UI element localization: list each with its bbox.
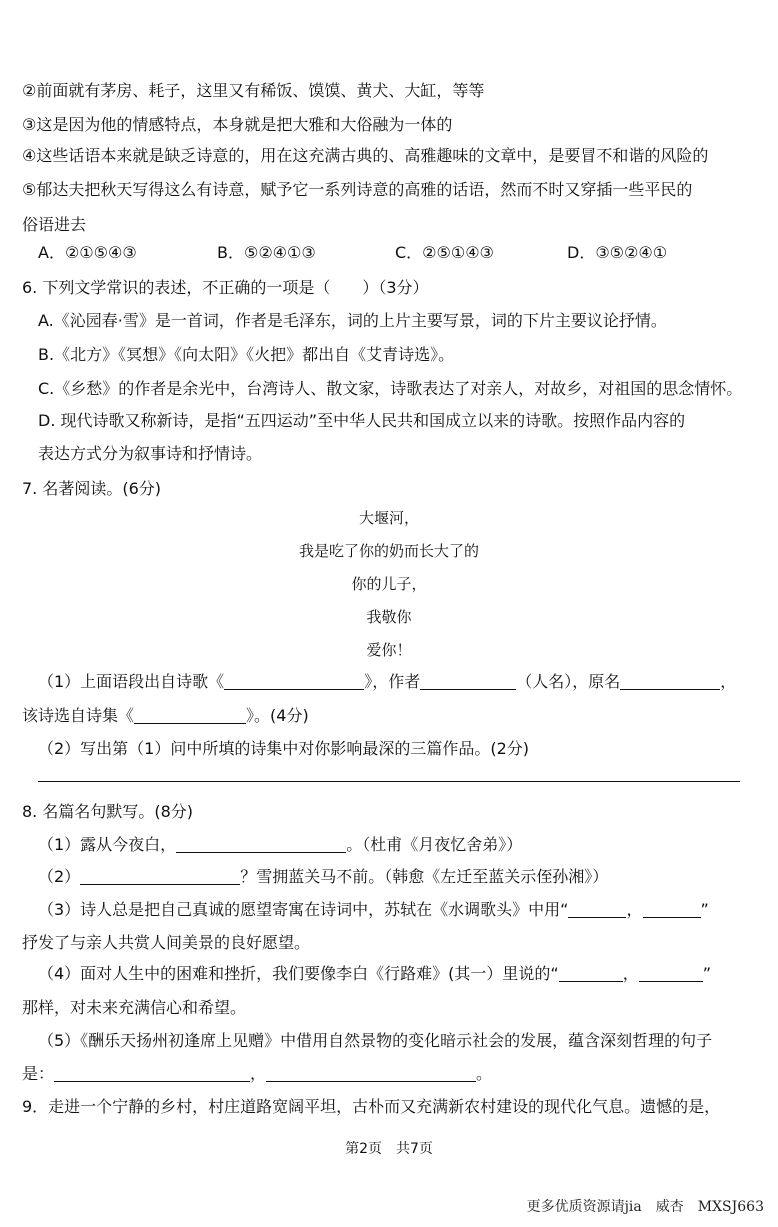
q8-sub1-blank[interactable] [176,836,346,853]
poem-line-5: 爱你！ [366,641,412,659]
q8-sub4-blank-1[interactable] [559,965,623,982]
q8-sub4-text-1: （4）面对人生中的困难和挫折，我们要像李白《行路难》(其一）里说的“ [38,964,559,983]
q5-item-4: ④这些话语本来就是缺乏诗意的，用在这充满古典的、高雅趣味的文章中，是要冒不和谐的风险的 [22,146,709,165]
q8-sub5-blank-1[interactable] [54,1065,250,1082]
q9-stem: 9．走进一个宁静的乡村，村庄道路宽阔平坦，古朴而又充满新农村建设的现代化气息。遗憾的是， [22,1097,721,1116]
q7-answer-line[interactable] [38,781,740,782]
q8-sub3-continued: 抒发了与亲人共赏人间美景的良好愿望。 [22,933,311,952]
author-blank[interactable] [420,673,516,690]
poem-line-3: 你的儿子， [351,575,427,593]
q8-sub3-blank-2[interactable] [643,901,701,918]
q8-sub4-text-3: ” [702,964,712,983]
q6-option-d: D. 现代诗歌又称新诗，是指“五四运动”至中华人民共和国成立以来的诗歌。按照作品内容的 [38,411,686,430]
q8-sub3-blank-1[interactable] [568,901,626,918]
q5-item-5-continued: 俗语进去 [22,215,87,234]
q6-option-c: C.《乡愁》的作者是余光中，台湾诗人、散文家，诗歌表达了对亲人，对故乡，对祖国的思念情怀。 [38,379,743,398]
q6-option-a: A.《沁园春·雪》是一首词，作者是毛泽东，词的上片主要写景，词的下片主要议论抒情。 [38,311,667,330]
q8-sub5-continued [22,1063,756,1085]
q8-sub3 [38,899,756,921]
q7-sub1-text-2: 》，作者 [364,672,421,691]
q5-item-3: ③这是因为他的情感特点，本身就是把大雅和大俗融为一体的 [22,115,453,134]
q7-sub1-continued [22,705,756,727]
q7-sub1-text-1: （1）上面语段出自诗歌《 [38,672,225,691]
q8-sub3-text-2: ， [626,900,643,919]
q8-sub4-blank-2[interactable] [639,965,703,982]
q7-sub1-text-6: 》。(4分) [246,706,309,725]
q8-sub5-blank-2[interactable] [266,1065,476,1082]
q5-option-b: B．⑤②④①③ [217,243,316,262]
q8-sub3-text-3: ” [700,900,709,919]
q8-sub1-text-2: 。（杜甫《月夜忆舍弟》） [346,835,523,854]
q8-sub3-text-1: （3）诗人总是把自己真诚的愿望寄寓在诗词中，苏轼在《水调歌头》中用“ [38,900,569,919]
q8-sub4-text-2: ， [622,964,639,983]
q8-stem: 8. 名篇名句默写。(8分) [22,802,194,821]
q8-sub5-text-1: 是： [22,1064,55,1083]
q5-option-a: A．②①⑤④③ [38,243,137,262]
poem-line-4: 我敬你 [366,608,412,626]
original-name-blank[interactable] [620,673,720,690]
q8-sub4-continued: 那样，对未来充满信心和希望。 [22,998,247,1017]
q8-sub2 [38,866,756,888]
q7-sub1 [38,671,756,693]
page-footer: 第2页 共7页 [345,1141,433,1157]
q5-option-c: C．②⑤①④③ [395,243,494,262]
q5-option-d: D．③⑤②④① [567,243,668,262]
q5-item-5: ⑤郁达夫把秋天写得这么有诗意，赋予它一系列诗意的高雅的话语，然而不时又穿插一些平民的 [22,180,693,199]
q8-sub5-text-3: 。 [476,1064,493,1083]
q8-sub4 [38,963,756,985]
q8-sub5: （5）《酬乐天扬州初逢席上见赠》中借用自然景物的变化暗示社会的发展，蕴含深刻哲理的句子 [38,1031,713,1050]
q6-option-b: B.《北方》《冥想》《向太阳》《火把》都出自《艾青诗选》。 [38,345,455,364]
q8-sub2-blank[interactable] [80,868,240,885]
q7-sub1-text-3: （人名），原名 [516,672,621,691]
poem-title-blank[interactable] [224,673,364,690]
q8-sub1-text-1: （1）露从今夜白， [38,835,177,854]
poem-line-2: 我是吃了你的奶而长大了的 [298,542,479,560]
q6-option-d-continued: 表达方式分为叙事诗和抒情诗。 [38,444,263,463]
q6-stem: 6. 下列文学常识的表述，不正确的一项是（ ）（3分） [22,278,429,297]
q8-sub5-text-2: ， [250,1064,267,1083]
collection-blank[interactable] [134,707,246,724]
q8-sub2-text-2: ？雪拥蓝关马不前。（韩愈《左迁至蓝关示侄孙湘》） [240,867,609,886]
poem-line-1: 大堰河， [358,509,419,527]
watermark-text: 更多优质资源请jia 威杏 MXSJ663 [526,1199,764,1215]
q7-stem: 7. 名著阅读。(6分) [22,479,162,498]
q5-item-2: ②前面就有茅房、耗子，这里又有稀饭、馍馍、黄犬、大缸，等等 [22,81,485,100]
q7-sub1-text-4: ， [720,672,737,691]
q7-sub1-text-5: 该诗选自诗集《 [22,706,135,725]
q8-sub1 [38,834,756,856]
q8-sub2-text-1: （2） [38,867,81,886]
q7-sub2: （2）写出第（1）问中所填的诗集中对你影响最深的三篇作品。(2分) [38,739,530,758]
